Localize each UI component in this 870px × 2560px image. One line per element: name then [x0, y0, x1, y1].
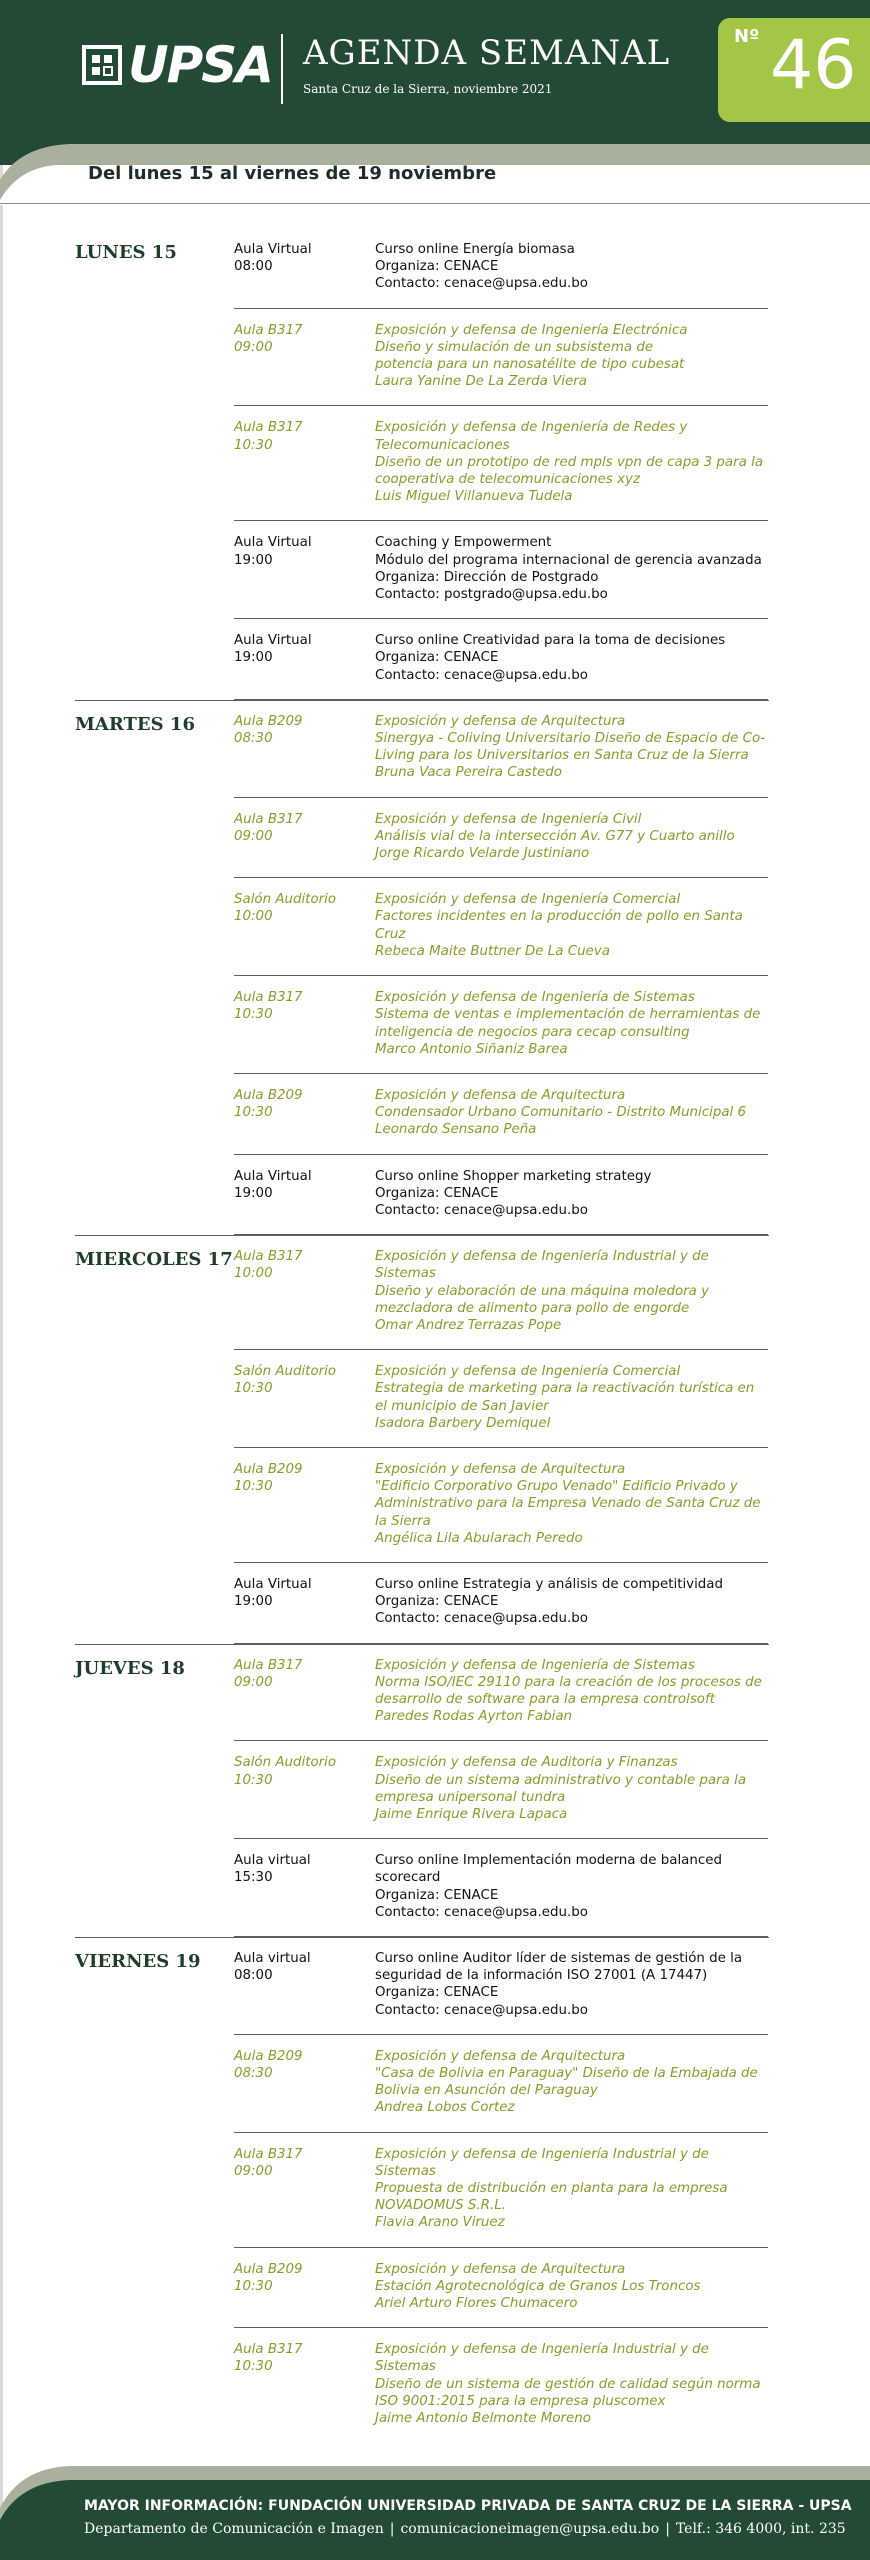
day-heading: JUEVES 18 — [75, 1657, 185, 1679]
event-room: Aula B317 — [234, 420, 303, 436]
event-room: Aula B209 — [234, 2048, 303, 2064]
event-location-time — [234, 1248, 369, 1282]
event-detail-line: seguridad de la información ISO 27001 (A 17447) — [375, 1968, 708, 1984]
event-detail-line: Jaime Antonio Belmonte Moreno — [375, 2411, 591, 2427]
event-details — [375, 241, 768, 293]
footer-info: MAYOR INFORMACIÓN: FUNDACIÓN UNIVERSIDAD PRIVADA DE SANTA CRUZ DE LA SIERRA - UPSA — [84, 2498, 852, 2514]
event-location-time — [234, 1950, 369, 1984]
defense-event — [234, 2133, 768, 2248]
week-range-divider — [0, 203, 870, 204]
defense-event — [234, 406, 768, 521]
event-detail-line: Organiza: CENACE — [375, 650, 499, 666]
defense-event — [234, 2248, 768, 2329]
event-details — [375, 989, 768, 1058]
event-time: 10:30 — [234, 1105, 273, 1121]
event-location-time — [234, 1754, 369, 1788]
event-detail-line: Diseño de un sistema de gestión de calidad según norma — [375, 2376, 761, 2392]
event-location-time — [234, 1852, 369, 1886]
event-room: Aula B317 — [234, 1249, 303, 1265]
event-room: Salón Auditorio — [234, 1364, 337, 1380]
agenda-subtitle: Santa Cruz de la Sierra, noviembre 2021 — [303, 82, 553, 96]
event-time: 15:30 — [234, 1870, 273, 1886]
event-detail-line: Contacto: cenace@upsa.edu.bo — [375, 276, 588, 292]
upsa-logo — [82, 36, 272, 94]
event-detail-line: Bolivia en Asunción del Paraguay — [375, 2083, 598, 2099]
event-detail-line: la Sierra — [375, 1513, 431, 1529]
event-detail-line: Sistema de ventas e implementación de herramientas de — [375, 1007, 761, 1023]
event-detail-line: Isadora Barbery Demiquel — [375, 1415, 551, 1431]
event-location-time — [234, 419, 369, 453]
event-detail-line: Norma ISO/IEC 29110 para la creación de los procesos de — [375, 1674, 762, 1690]
event-room: Aula B317 — [234, 322, 303, 338]
event-time: 10:30 — [234, 2359, 273, 2375]
event-detail-line: Contacto: cenace@upsa.edu.bo — [375, 1202, 588, 1218]
event-detail-line: Ariel Arturo Flores Chumacero — [375, 2296, 578, 2312]
event-detail-line: Exposición y defensa de Ingeniería Comercial — [375, 892, 681, 908]
event-time: 08:30 — [234, 2066, 273, 2082]
event-room: Aula B317 — [234, 2342, 303, 2358]
event-detail-line: desarrollo de software para la empresa controlsoft — [375, 1691, 715, 1707]
upsa-logo-mark-icon — [82, 45, 122, 85]
event-detail-line: empresa unipersonal tundra — [375, 1789, 566, 1805]
event-location-time — [234, 2048, 369, 2082]
event-details — [375, 1576, 768, 1628]
event-detail-line: Leonardo Sensano Peña — [375, 1122, 537, 1138]
event-detail-line: Módulo del programa internacional de gerencia avanzada — [375, 552, 762, 568]
event-detail-line: Contacto: cenace@upsa.edu.bo — [375, 2002, 588, 2018]
defense-event — [234, 798, 768, 879]
event-location-time — [234, 241, 369, 275]
event-details — [375, 2341, 768, 2427]
defense-event — [234, 1350, 768, 1448]
footer — [0, 2448, 870, 2560]
event-details — [375, 1461, 768, 1547]
online-course-event — [234, 1155, 768, 1236]
event-detail-line: Administrativo para la Empresa Venado de Santa Cruz de — [375, 1496, 761, 1512]
event-detail-line: Sistemas — [375, 2359, 436, 2375]
event-detail-line: potencia para un nanosatélite de tipo cubesat — [375, 357, 685, 373]
event-time: 10:30 — [234, 437, 273, 453]
event-details — [375, 1248, 768, 1334]
day-heading: VIERNES 19 — [75, 1951, 201, 1973]
footer-contact — [84, 2521, 846, 2537]
event-time: 19:00 — [234, 1594, 273, 1610]
event-location-time — [234, 534, 369, 568]
event-detail-line: Exposición y defensa de Ingeniería de Sistemas — [375, 990, 695, 1006]
event-room: Aula Virtual — [234, 1168, 312, 1184]
event-list — [234, 700, 768, 1235]
issue-number: 46 — [770, 26, 857, 105]
header — [0, 0, 870, 205]
event-detail-line: Cruz — [375, 926, 406, 942]
event-detail-line: Propuesta de distribución en planta para la empresa — [375, 2181, 728, 2197]
event-time: 08:30 — [234, 731, 273, 747]
event-detail-line: Estrategia de marketing para la reactivación turística en — [375, 1381, 755, 1397]
footer-email: comunicacioneimagen@upsa.edu.bo — [400, 2521, 660, 2537]
day-section — [0, 1937, 870, 2442]
footer-separator: | — [665, 2521, 670, 2537]
event-details — [375, 1657, 768, 1726]
event-detail-line: Diseño de un prototipo de red mpls vpn de capa 3 para la — [375, 454, 764, 470]
event-location-time — [234, 322, 369, 356]
event-detail-line: NOVADOMUS S.R.L. — [375, 2198, 506, 2214]
issue-number-badge — [718, 18, 870, 122]
event-details — [375, 1950, 768, 2019]
event-room: Aula B317 — [234, 990, 303, 1006]
event-time: 08:00 — [234, 259, 273, 275]
event-details — [375, 2048, 768, 2117]
event-detail-line: Contacto: cenace@upsa.edu.bo — [375, 1904, 588, 1920]
event-list — [234, 228, 768, 700]
event-detail-line: Organiza: CENACE — [375, 1185, 499, 1201]
event-detail-line: Exposición y defensa de Arquitectura — [375, 1461, 626, 1477]
event-detail-line: Sistemas — [375, 2163, 436, 2179]
event-detail-line: Curso online Estrategia y análisis de competitividad — [375, 1576, 724, 1592]
event-details — [375, 1087, 768, 1139]
event-details — [375, 891, 768, 960]
event-detail-line: Contacto: cenace@upsa.edu.bo — [375, 667, 588, 683]
online-course-event — [234, 521, 768, 619]
event-detail-line: Análisis vial de la intersección Av. G77 y Cuarto anillo — [375, 828, 735, 844]
event-location-time — [234, 2146, 369, 2180]
event-details — [375, 713, 768, 782]
event-location-time — [234, 1363, 369, 1397]
event-detail-line: Andrea Lobos Cortez — [375, 2100, 515, 2116]
event-detail-line: el municipio de San Javier — [375, 1398, 549, 1414]
event-detail-line: "Edificio Corporativo Grupo Venado" Edificio Privado y — [375, 1479, 738, 1495]
event-room: Aula B317 — [234, 1657, 303, 1673]
online-course-event — [234, 1563, 768, 1644]
event-time: 10:30 — [234, 1772, 273, 1788]
day-section — [0, 1235, 870, 1643]
event-detail-line: Omar Andrez Terrazas Pope — [375, 1317, 562, 1333]
event-time: 10:00 — [234, 1266, 273, 1282]
day-section — [0, 1644, 870, 1937]
event-detail-line: Diseño y elaboración de una máquina moledora y — [375, 1283, 710, 1299]
event-room: Aula virtual — [234, 1853, 311, 1869]
event-location-time — [234, 1168, 369, 1202]
event-room: Aula Virtual — [234, 633, 312, 649]
event-time: 09:00 — [234, 339, 273, 355]
event-details — [375, 1168, 768, 1220]
day-heading: LUNES 15 — [75, 242, 177, 263]
event-detail-line: Coaching y Empowerment — [375, 535, 552, 551]
upsa-logo-text: UPSA — [128, 36, 272, 94]
event-detail-line: Organiza: CENACE — [375, 1985, 499, 2001]
day-section — [0, 700, 870, 1235]
footer-phone: Telf.: 346 4000, int. 235 — [675, 2521, 846, 2537]
event-time: 09:00 — [234, 1674, 273, 1690]
defense-event — [234, 2035, 768, 2133]
event-details — [375, 811, 768, 863]
event-details — [375, 1852, 768, 1921]
week-range: Del lunes 15 al viernes de 19 noviembre — [88, 163, 497, 184]
event-room: Aula B209 — [234, 1461, 303, 1477]
event-detail-line: Exposición y defensa de Ingeniería Industrial y de — [375, 2146, 709, 2162]
event-location-time — [234, 632, 369, 666]
event-detail-line: Exposición y defensa de Ingeniería Industrial y de — [375, 2342, 709, 2358]
event-detail-line: Curso online Creatividad para la toma de decisiones — [375, 633, 726, 649]
defense-event — [234, 700, 768, 798]
event-detail-line: Curso online Energía biomasa — [375, 242, 575, 257]
event-location-time — [234, 1461, 369, 1495]
event-details — [375, 322, 768, 391]
event-detail-line: Bruna Vaca Pereira Castedo — [375, 765, 562, 781]
header-separator — [281, 34, 283, 104]
event-detail-line: Organiza: Dirección de Postgrado — [375, 569, 599, 585]
event-detail-line: Exposición y defensa de Auditoria y Finanzas — [375, 1755, 678, 1771]
footer-department: Departamento de Comunicación e Imagen — [84, 2521, 384, 2537]
event-details — [375, 1754, 768, 1823]
agenda-list — [0, 228, 870, 2442]
event-detail-line: Laura Yanine De La Zerda Viera — [375, 374, 587, 390]
event-room: Aula B317 — [234, 2146, 303, 2162]
event-location-time — [234, 891, 369, 925]
event-detail-line: Exposición y defensa de Ingeniería Industrial y de — [375, 1249, 709, 1265]
defense-event — [234, 1741, 768, 1839]
event-detail-line: Condensador Urbano Comunitario - Distrito Municipal 6 — [375, 1105, 747, 1121]
event-detail-line: Exposición y defensa de Ingeniería Comercial — [375, 1364, 681, 1380]
event-location-time — [234, 811, 369, 845]
issue-number-label: Nº — [734, 26, 760, 47]
event-time: 10:30 — [234, 1381, 273, 1397]
day-section — [0, 228, 870, 700]
footer-separator: | — [389, 2521, 395, 2537]
event-detail-line: Organiza: CENACE — [375, 1887, 499, 1903]
event-list — [234, 1937, 768, 2442]
event-room: Aula B317 — [234, 811, 303, 827]
online-course-event — [234, 228, 768, 309]
event-detail-line: Organiza: CENACE — [375, 1594, 499, 1610]
event-location-time — [234, 713, 369, 747]
agenda-title: AGENDA SEMANAL — [303, 33, 671, 73]
event-detail-line: Sinergya - Coliving Universitario Diseño de Espacio de Co- — [375, 731, 766, 747]
event-room: Aula Virtual — [234, 1576, 312, 1592]
event-location-time — [234, 1657, 369, 1691]
event-detail-line: Curso online Implementación moderna de balanced — [375, 1853, 722, 1869]
event-details — [375, 534, 768, 603]
defense-event — [234, 878, 768, 976]
online-course-event — [234, 1839, 768, 1937]
event-room: Aula virtual — [234, 1951, 311, 1967]
event-detail-line: Flavia Arano Viruez — [375, 2215, 505, 2231]
defense-event — [234, 1448, 768, 1563]
event-room: Salón Auditorio — [234, 1755, 337, 1771]
event-detail-line: Curso online Auditor líder de sistemas de gestión de la — [375, 1951, 743, 1967]
event-time: 10:00 — [234, 909, 273, 925]
event-detail-line: Contacto: cenace@upsa.edu.bo — [375, 1611, 588, 1627]
event-detail-line: Factores incidentes en la producción de pollo en Santa — [375, 909, 743, 925]
event-room: Aula B209 — [234, 2261, 303, 2277]
defense-event — [234, 309, 768, 407]
event-time: 19:00 — [234, 1185, 273, 1201]
event-detail-line: Jorge Ricardo Velarde Justiniano — [375, 846, 590, 862]
event-detail-line: Curso online Shopper marketing strategy — [375, 1168, 652, 1184]
event-location-time — [234, 989, 369, 1023]
event-time: 09:00 — [234, 2163, 273, 2179]
defense-event — [234, 2328, 768, 2442]
event-detail-line: Jaime Enrique Rivera Lapaca — [375, 1807, 568, 1822]
event-list — [234, 1644, 768, 1937]
event-detail-line: cooperativa de telecomunicaciones xyz — [375, 472, 640, 488]
event-time: 10:30 — [234, 2278, 273, 2294]
event-detail-line: Exposición y defensa de Arquitectura — [375, 2048, 626, 2064]
event-time: 10:30 — [234, 1479, 273, 1495]
event-time: 19:00 — [234, 650, 273, 666]
day-heading: MARTES 16 — [75, 713, 195, 735]
event-detail-line: Sistemas — [375, 1266, 436, 1282]
event-time: 09:00 — [234, 828, 273, 844]
event-location-time — [234, 1087, 369, 1121]
event-location-time — [234, 1576, 369, 1610]
event-room: Aula Virtual — [234, 242, 312, 257]
event-location-time — [234, 2341, 369, 2375]
event-detail-line: Exposición y defensa de Ingeniería de Sistemas — [375, 1657, 695, 1673]
defense-event — [234, 1644, 768, 1742]
event-detail-line: Telecomunicaciones — [375, 437, 510, 453]
event-details — [375, 2261, 768, 2313]
event-detail-line: mezcladora de alimento para pollo de engorde — [375, 1300, 690, 1316]
event-detail-line: Marco Antonio Siñaniz Barea — [375, 1041, 568, 1057]
online-course-event — [234, 619, 768, 700]
event-time: 19:00 — [234, 552, 273, 568]
event-location-time — [234, 2261, 369, 2295]
event-detail-line: Diseño y simulación de un subsistema de — [375, 339, 654, 355]
event-detail-line: ISO 9001:2015 para la empresa pluscomex — [375, 2393, 666, 2409]
event-detail-line: Exposición y defensa de Ingeniería Civil — [375, 811, 642, 827]
event-detail-line: "Casa de Bolivia en Paraguay" Diseño de la Embajada de — [375, 2066, 758, 2082]
event-room: Aula B209 — [234, 713, 303, 729]
event-detail-line: Exposición y defensa de Arquitectura — [375, 1087, 626, 1103]
event-detail-line: Contacto: postgrado@upsa.edu.bo — [375, 587, 608, 603]
event-detail-line: Paredes Rodas Ayrton Fabian — [375, 1709, 573, 1725]
event-detail-line: scorecard — [375, 1870, 441, 1886]
defense-event — [234, 1074, 768, 1155]
event-detail-line: inteligencia de negocios para cecap consulting — [375, 1024, 690, 1040]
event-detail-line: Organiza: CENACE — [375, 259, 499, 275]
event-detail-line: Angélica Lila Abularach Peredo — [375, 1530, 583, 1546]
event-detail-line: Diseño de un sistema administrativo y contable para la — [375, 1772, 747, 1788]
event-details — [375, 419, 768, 505]
defense-event — [234, 976, 768, 1074]
event-detail-line: Estación Agrotecnológica de Granos Los Troncos — [375, 2278, 701, 2294]
event-detail-line: Living para los Universitarios en Santa Cruz de la Sierra — [375, 748, 749, 764]
event-detail-line: Exposición y defensa de Ingeniería de Redes y — [375, 420, 688, 436]
event-detail-line: Rebeca Maite Buttner De La Cueva — [375, 943, 610, 959]
event-details — [375, 632, 768, 684]
event-detail-line: Exposición y defensa de Arquitectura — [375, 713, 626, 729]
event-time: 10:30 — [234, 1007, 273, 1023]
online-course-event — [234, 1937, 768, 2035]
event-details — [375, 2146, 768, 2232]
event-detail-line: Exposición y defensa de Ingeniería Electrónica — [375, 322, 688, 338]
event-details — [375, 1363, 768, 1432]
event-detail-line: Exposición y defensa de Arquitectura — [375, 2261, 626, 2277]
event-list — [234, 1235, 768, 1643]
defense-event — [234, 1235, 768, 1350]
event-detail-line: Luis Miguel Villanueva Tudela — [375, 489, 573, 505]
event-room: Aula Virtual — [234, 535, 312, 551]
event-time: 08:00 — [234, 1968, 273, 1984]
event-room: Aula B209 — [234, 1087, 303, 1103]
day-heading: MIERCOLES 17 — [75, 1249, 233, 1271]
event-room: Salón Auditorio — [234, 892, 337, 908]
